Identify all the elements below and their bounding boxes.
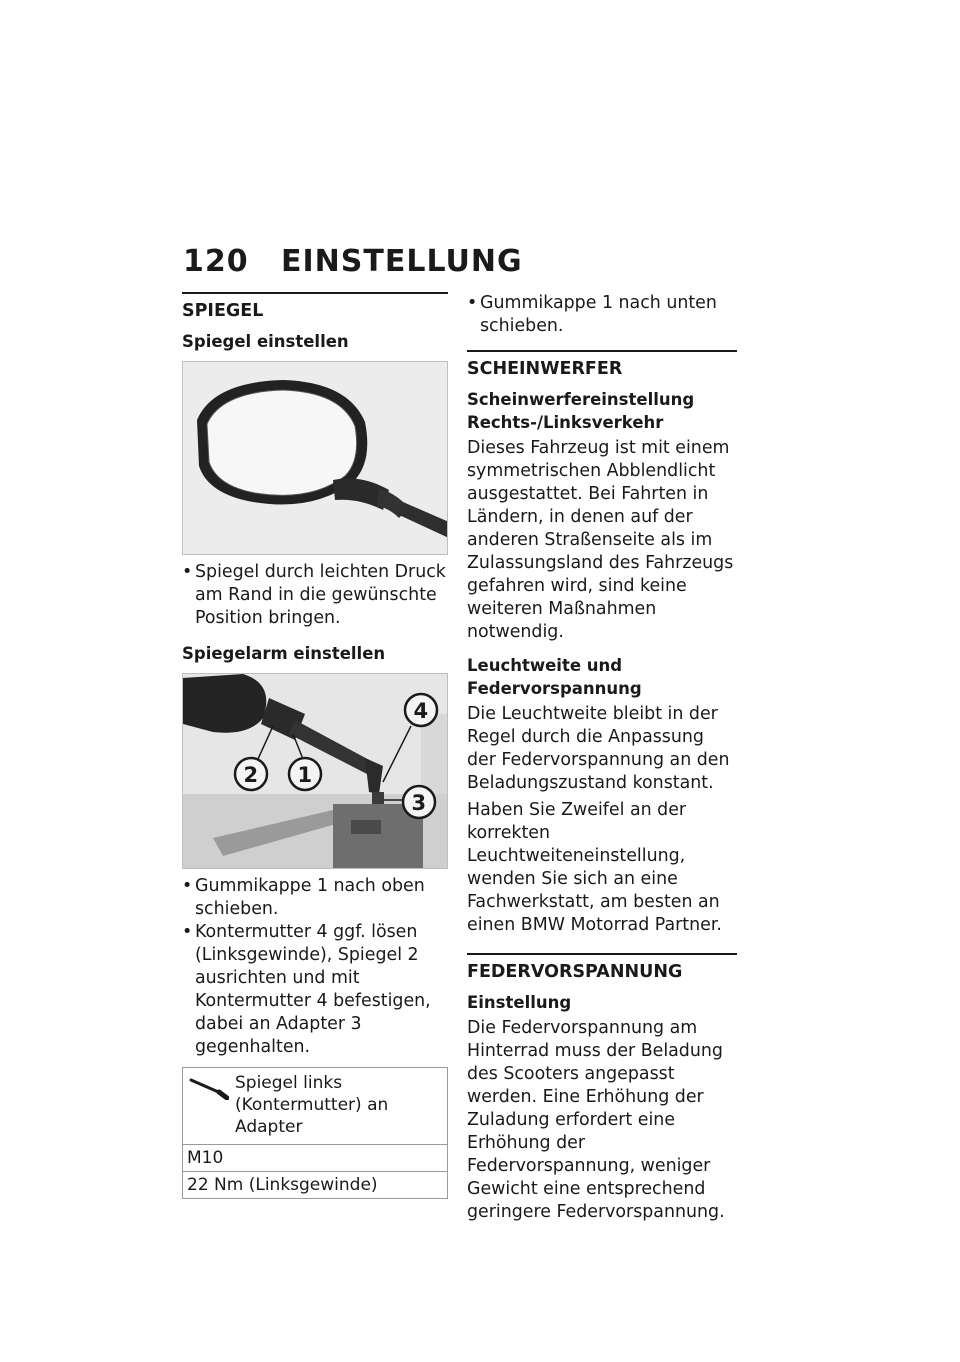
section-rule: [182, 292, 448, 294]
svg-text:2: 2: [243, 763, 259, 787]
callout-1: [289, 758, 321, 790]
paragraph: Dieses Fahrzeug ist mit einem symmetrischen Abblendlicht ausgestattet. Bei Fahrten in Ländern, in denen auf der anderen Straßenseite als im Zulassungsland des Fahrzeugs gefahren wird, sind keine weiteren Maßnahmen notwendig.: [467, 438, 734, 642]
mirror-arm-illustration: [183, 674, 448, 868]
section-title-spiegel: SPIEGEL: [182, 301, 264, 321]
svg-text:1: 1: [297, 763, 313, 787]
list-item: • Spiegel durch leichten Druck am Rand in die gewünschte Position bringen.: [182, 561, 448, 630]
section-title-scheinwerfer: SCHEINWERFER: [467, 359, 623, 379]
list-item: • Kontermutter 4 ggf. lösen (Linksgewinde), Spiegel 2 ausrichten und mit Kontermutter 4 befestigen, dabei an Adapter 3 gegenhalten.: [182, 921, 448, 1059]
list-item: • Gummikappe 1 nach unten schieben.: [467, 292, 737, 338]
callout-3: [403, 786, 435, 818]
torque-wrench-icon: [189, 1076, 229, 1100]
subsection-title-leuchtweite: Leuchtweite und Federvorspannung: [467, 656, 642, 698]
subsection-title-spiegel-einstellen: Spiegel einstellen: [182, 332, 349, 351]
torque-spec-table: [182, 1067, 448, 1199]
chapter-title: EINSTELLUNG: [281, 244, 523, 279]
paragraph: Die Federvorspannung am Hinterrad muss der Beladung des Scooters angepasst werden. Eine Erhöhung der Zuladung erfordert eine Erhöhung der Federvorspannung, weniger Gewicht eine entsprechend geringere Federvorspannung.: [467, 1018, 725, 1222]
section-rule: [467, 350, 737, 352]
right-column: [467, 292, 737, 1228]
callout-2: [235, 758, 267, 790]
subsection-title-scheinwerfereinstellung: Scheinwerfereinstellung Rechts-/Linksverkehr: [467, 390, 695, 432]
subsection-title-einstellung: Einstellung: [467, 993, 572, 1012]
paragraph: Haben Sie Zweifel an der korrekten Leuchtweiteneinstellung, wenden Sie sich an eine Fachwerkstatt, am besten an einen BMW Motorrad Partner.: [467, 800, 722, 935]
svg-text:4: 4: [413, 699, 429, 723]
torque-spec-value: 22 Nm (Linksgewinde): [183, 1171, 447, 1198]
svg-text:3: 3: [411, 791, 427, 815]
list-item: • Gummikappe 1 nach oben schieben.: [182, 875, 448, 921]
torque-spec-header: [183, 1068, 447, 1144]
mirror-arm-figure: [182, 673, 448, 869]
left-column: [182, 292, 448, 1199]
torque-spec-thread: M10: [183, 1144, 447, 1171]
section-rule: [467, 953, 737, 955]
callout-4: [405, 694, 437, 726]
mirror-illustration: [183, 362, 448, 554]
section-title-federvorspannung: FEDERVORSPANNUNG: [467, 962, 683, 982]
page-header: [183, 244, 523, 279]
torque-spec-label: Spiegel links (Kontermutter) an Adapter: [235, 1073, 389, 1137]
page-number: 120: [183, 244, 249, 279]
paragraph: Die Leuchtweite bleibt in der Regel durch die Anpassung der Federvorspannung an den Beladungszustand konstant.: [467, 704, 730, 793]
subsection-title-spiegelarm-einstellen: Spiegelarm einstellen: [182, 644, 386, 663]
mirror-figure: [182, 361, 448, 555]
